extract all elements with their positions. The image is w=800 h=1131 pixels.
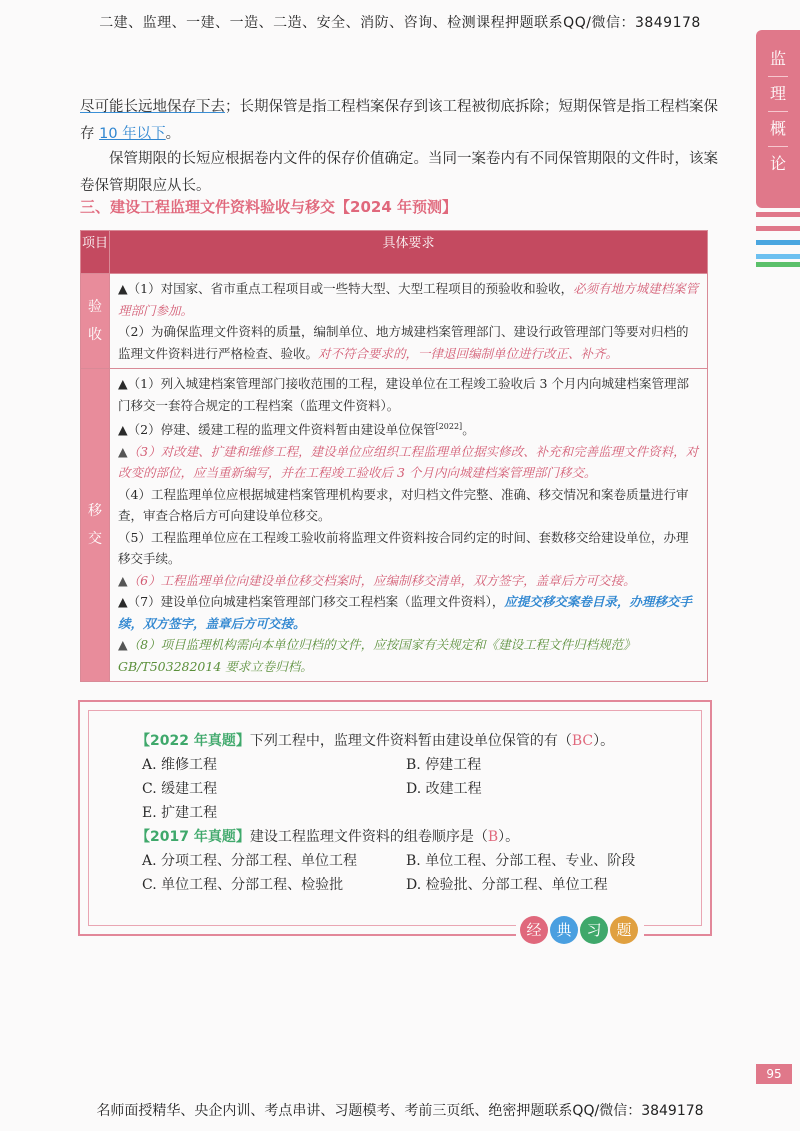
decor-stripe (756, 212, 800, 217)
question-tag: 【2022 年真题】 (136, 733, 250, 749)
intro-paragraph-1 (80, 94, 720, 148)
side-tab-char: 理 (769, 84, 786, 103)
question-tag: 【2017 年真题】 (136, 829, 250, 845)
option: B. 单位工程、分部工程、专业、阶段 (406, 853, 636, 869)
option: C. 缓建工程 (142, 781, 218, 797)
footer-banner: 名师面授精华、央企内训、考点串讲、习题模考、考前三页纸、绝密押题联系QQ/微信：3849178 (96, 1103, 704, 1119)
table-text: ▲（1）对国家、省市重点工程项目或一些特大型、大型工程项目的预验收和验收， (118, 281, 574, 296)
intro-highlight: 10 年以下 (99, 126, 166, 142)
badge-char: 题 (610, 916, 638, 944)
table-text: ▲（2）停建、缓建工程的监理文件资料暂由建设单位保管 (118, 422, 436, 438)
requirements-table (80, 230, 708, 682)
option: D. 改建工程 (406, 781, 482, 797)
option: A. 维修工程 (142, 757, 218, 773)
badge-char: 典 (550, 916, 578, 944)
question-text: ）。 (498, 829, 520, 845)
option: D. 检验批、分部工程、单位工程 (406, 877, 608, 893)
table-text: （2）为确保监理文件资料的质量，编制单位、地方城建档案管理部门、建设行政管理部门等要对归档的监理文件资料进行严格检查、验收。 (118, 324, 689, 361)
section-title: 三、建设工程监理文件资料验收与移交【2024 年预测】 (80, 198, 457, 216)
intro-text: 存 (80, 126, 100, 142)
triangle-mark: ▲ (118, 637, 128, 653)
decor-stripe (756, 240, 800, 245)
option: E. 扩建工程 (142, 805, 218, 821)
intro-text: ；长期保管是指工程档案保存到该工程被彻底拆除；短期保管是指工程档案保 (225, 99, 718, 115)
exercise-box (78, 700, 712, 939)
table-text-highlight: （3）对改建、扩建和维修工程，建设单位应组织工程监理单位据实修改、补充和完善监理文件资料，对改变的部位，应当重新编写，并在工程竣工验收后 3 个月内向城建档案管理部门移交。 (118, 443, 699, 481)
year-superscript: [2022] (435, 422, 463, 431)
triangle-mark: ▲ (118, 572, 128, 588)
triangle-mark: ▲ (118, 443, 128, 459)
option: C. 单位工程、分部工程、检验批 (142, 877, 344, 893)
answer: BC (571, 733, 594, 749)
badge-char: 经 (520, 916, 548, 944)
table-text: （4）工程监理单位应根据城建档案管理机构要求，对归档文件完整、准确、移交情况和案卷质量进行审查，审查合格后方可向建设单位移交。 (118, 486, 689, 524)
acceptance-content (110, 274, 708, 369)
row-label-acceptance: 验收 (81, 274, 110, 369)
decor-stripe (756, 226, 800, 231)
table-text-highlight: （8）项目监理机构需向本单位归档的文件，应按国家有关规定和《建设工程文件归档规范》GB/T503282014 要求立卷归档。 (118, 637, 636, 674)
option: A. 分项工程、分部工程、单位工程 (142, 853, 358, 869)
badge-char: 习 (580, 916, 608, 944)
question-text: 建设工程监理文件资料的组卷顺序是（ (249, 829, 488, 845)
chapter-side-tab (756, 30, 800, 208)
table-text: （5）工程监理单位应在工程竣工验收前将监理文件资料按合同约定的时间、套数移交给建设单位，办理移交手续。 (118, 529, 689, 567)
table-text: ▲（7）建设单位向城建档案管理部门移交工程档案（监理文件资料）， (118, 594, 505, 610)
side-tab-char: 监 (769, 49, 786, 68)
table-text-highlight: （6）工程监理单位向建设单位移交档案时，应编制移交清单，双方签字，盖章后方可交接。 (127, 572, 636, 588)
transfer-content (110, 369, 708, 682)
header-banner: 二建、监理、一建、一造、二造、安全、消防、咨询、检测课程押题联系QQ/微信：3849178 (99, 15, 701, 31)
page-number: 95 (756, 1064, 792, 1084)
side-tab-char: 概 (769, 119, 786, 138)
intro-paragraph-2: 保管期限的长短应根据卷内文件的保存价值确定。当同一案卷内有不同保管期限的文件时，该案卷保管期限应从长。 (80, 151, 718, 194)
question-text: ）。 (593, 733, 615, 749)
side-tab-char: 论 (769, 154, 786, 173)
table-text-highlight: 必须有地方城建档案管理部门参加。 (118, 281, 699, 318)
answer: B (487, 829, 499, 845)
table-text-highlight: 对不符合要求的，一律退回编制单位进行改正、补齐。 (318, 345, 619, 361)
question-1-stem (136, 730, 614, 750)
table-text: 。 (462, 422, 475, 438)
intro-text: 。 (165, 126, 181, 142)
row-label-transfer: 移交 (81, 369, 110, 682)
question-2-stem (136, 826, 519, 846)
classic-exercises-badge (516, 916, 644, 944)
decor-stripe (756, 254, 800, 259)
decor-stripe (756, 262, 800, 267)
question-text: 下列工程中，监理文件资料暂由建设单位保管的有（ (249, 733, 572, 749)
table-header-item: 项目 (81, 231, 110, 274)
option: B. 停建工程 (406, 757, 482, 773)
table-text-highlight: 应提交移交案卷目录，办理移交手续，双方签字，盖章后方可交接。 (118, 594, 692, 631)
table-text: ▲（1）列入城建档案管理部门接收范围的工程，建设单位在工程竣工验收后 3 个月内向城建档案管理部门移交一套符合规定的工程档案（监理文件资料）。 (118, 376, 689, 413)
table-header-requirements: 具体要求 (110, 231, 708, 274)
intro-underlined-text: 尽可能长远地保存下去 (80, 99, 225, 115)
